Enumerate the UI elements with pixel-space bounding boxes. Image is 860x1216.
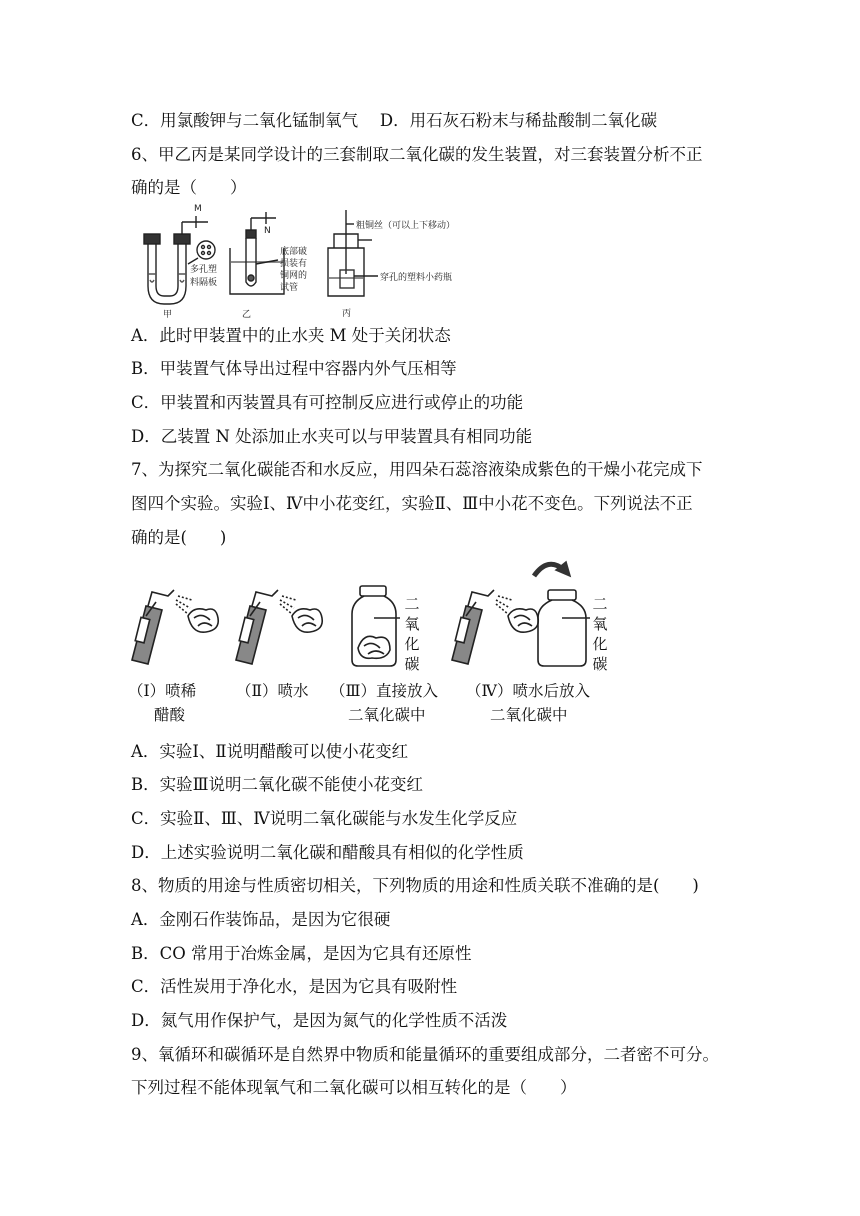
- q9-stem-1: 9、氧循环和碳循环是自然界中物质和能量循环的重要组成部分，二者密不可分。: [131, 1045, 719, 1064]
- apparatus-yi-label: 乙: [242, 310, 252, 320]
- caption-4a: （Ⅳ）喷水后放入: [466, 682, 590, 700]
- clamp-n-label: N: [264, 226, 271, 236]
- tube-label-1: 底部破: [280, 247, 308, 257]
- q6-option-a: A．此时甲装置中的止水夹 M 处于关闭状态: [131, 326, 451, 345]
- co2-char: 碳: [404, 655, 420, 673]
- q7-option-b: B．实验Ⅲ说明二氧化碳不能使小花变红: [131, 775, 424, 794]
- q6-option-b: B．甲装置气体导出过程中容器内外气压相等: [131, 359, 457, 378]
- wire-label: 粗铜丝（可以上下移动）: [356, 221, 456, 231]
- co2-char: 二: [404, 595, 420, 613]
- q8-option-c: C．活性炭用于净化水，是因为它具有吸附性: [131, 977, 458, 996]
- caption-4b: 二氧化碳中: [490, 706, 568, 724]
- q8-stem: 8、物质的用途与性质密切相关，下列物质的用途和性质关联不准确的是( ): [131, 876, 699, 895]
- caption-2: （Ⅱ）喷水: [236, 682, 309, 700]
- co2-char: 氧: [592, 615, 608, 633]
- apparatus-jia-label: 甲: [163, 310, 173, 320]
- caption-1b: 醋酸: [154, 706, 186, 724]
- q7-option-d: D．上述实验说明二氧化碳和醋酸具有相似的化学性质: [131, 843, 524, 862]
- q7-experiment-figure: [128, 556, 618, 732]
- q6-stem-2: 确的是（ ）: [131, 178, 247, 197]
- co2-char: 氧: [404, 615, 420, 633]
- q5-options-cd: C．用氯酸钾与二氧化锰制氧气 D．用石灰石粉末与稀盐酸制二氧化碳: [131, 111, 658, 130]
- q6-option-d: D．乙装置 N 处添加止水夹可以与甲装置具有相同功能: [131, 427, 533, 446]
- plate-label-1: 多孔塑: [190, 265, 218, 275]
- q8-option-b: B．CO 常用于冶炼金属，是因为它具有还原性: [131, 944, 472, 963]
- caption-1a: （Ⅰ）喷稀: [128, 682, 197, 700]
- bottle-label: 穿孔的塑料小药瓶: [380, 273, 453, 283]
- q7-stem-1: 7、为探究二氧化碳能否和水反应，用四朵石蕊溶液染成紫色的干燥小花完成下: [131, 460, 703, 479]
- q7-stem-3: 确的是( ): [131, 528, 227, 547]
- q8-option-a: A．金刚石作装饰品，是因为它很硬: [131, 910, 391, 929]
- q6-apparatus-figure: [128, 204, 473, 320]
- q7-option-a: A．实验Ⅰ、Ⅱ说明醋酸可以使小花变红: [131, 742, 409, 761]
- co2-char: 化: [592, 635, 608, 653]
- co2-char: 二: [592, 595, 608, 613]
- co2-char: 化: [404, 635, 420, 653]
- co2-char: 碳: [592, 655, 608, 673]
- q6-option-c: C．甲装置和丙装置具有可控制反应进行或停止的功能: [131, 393, 524, 412]
- q9-stem-2: 下列过程不能体现氧气和二氧化碳可以相互转化的是（ ）: [131, 1078, 577, 1097]
- tube-label-2: 损装有: [280, 259, 308, 269]
- apparatus-bing-label: 丙: [342, 309, 352, 319]
- plate-label-2: 料隔板: [190, 278, 218, 288]
- q7-option-c: C．实验Ⅱ、Ⅲ、Ⅳ说明二氧化碳能与水发生化学反应: [131, 809, 518, 828]
- tube-label-3: 铜网的: [280, 271, 308, 281]
- q7-stem-2: 图四个实验。实验Ⅰ、Ⅳ中小花变红，实验Ⅱ、Ⅲ中小花不变色。下列说法不正: [131, 494, 693, 513]
- q8-option-d: D．氮气用作保护气，是因为氮气的化学性质不活泼: [131, 1011, 508, 1030]
- tube-label-4: 试管: [280, 283, 299, 293]
- clamp-m-label: M: [194, 204, 202, 214]
- q6-stem-1: 6、甲乙丙是某同学设计的三套制取二氧化碳的发生装置，对三套装置分析不正: [131, 145, 703, 164]
- caption-3b: 二氧化碳中: [348, 706, 426, 724]
- caption-3a: （Ⅲ）直接放入: [330, 682, 438, 700]
